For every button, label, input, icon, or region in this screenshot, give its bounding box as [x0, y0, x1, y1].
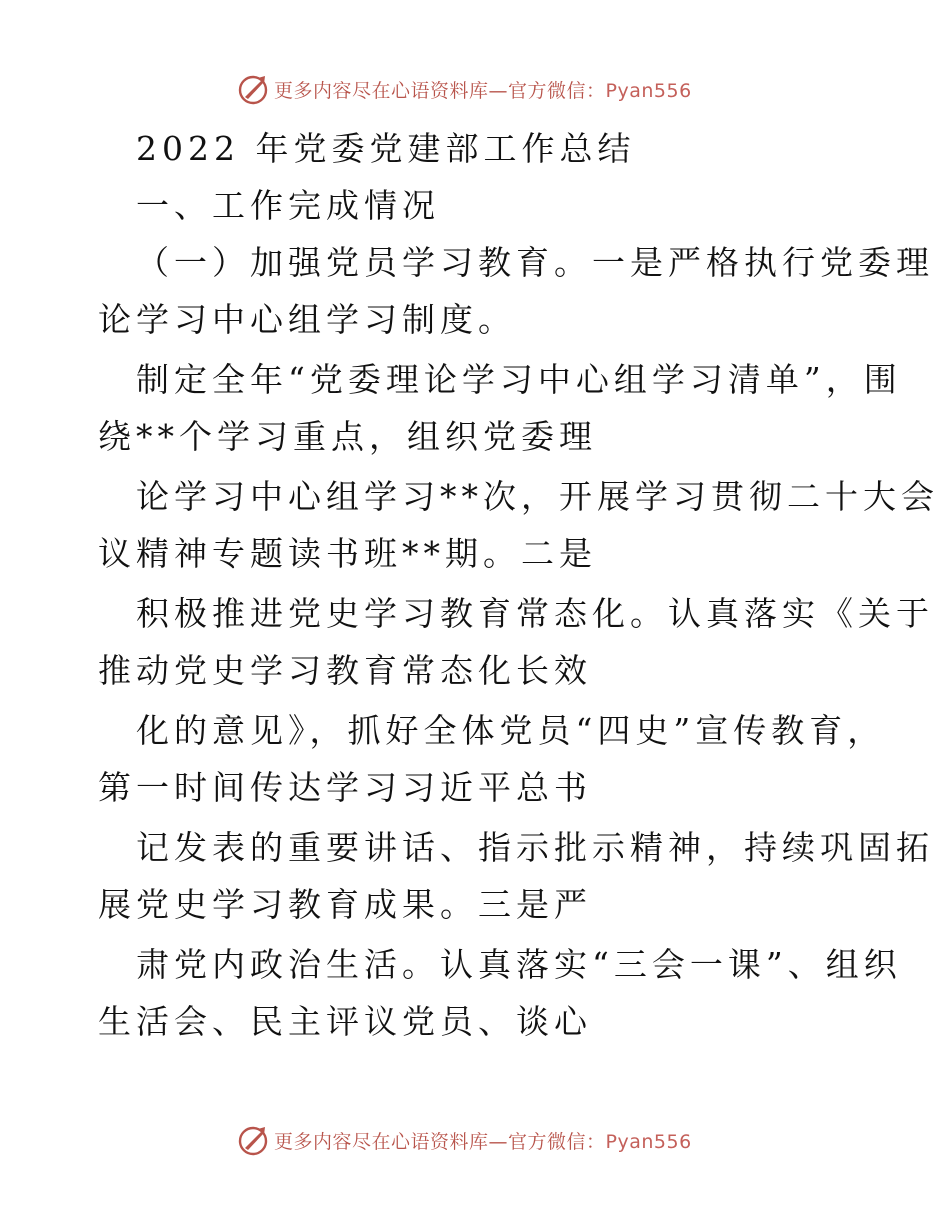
quill-logo-icon: [236, 72, 270, 106]
document-title: 2022 年党委党建部工作总结: [136, 129, 636, 168]
watermark-text: [274, 1127, 692, 1154]
quill-logo-icon: [236, 1123, 270, 1157]
watermark-label: 更多内容尽在心语资料库—官方微信：: [274, 1130, 606, 1153]
paragraph-line: （一）加强党员学习教育。一是严格执行党委理: [136, 243, 934, 282]
paragraph-line: 生活会、民主评议党员、谈心: [98, 1002, 592, 1041]
paragraph-line: 论学习中心组学习**次，开展学习贯彻二十大会: [136, 477, 939, 516]
header-watermark: [236, 72, 692, 106]
footer-watermark: [236, 1123, 692, 1157]
paragraph-line: 议精神专题读书班**期。二是: [98, 534, 597, 573]
watermark-label: 更多内容尽在心语资料库—官方微信：: [274, 79, 606, 102]
document-body: [98, 120, 939, 1050]
watermark-text: [274, 76, 692, 103]
paragraph-line: 绕**个学习重点，组织党委理: [98, 417, 597, 456]
paragraph-line: 记发表的重要讲话、指示批示精神，持续巩固拓: [136, 828, 934, 867]
paragraph-line: 肃党内政治生活。认真落实“三会一课”、组织: [136, 945, 902, 984]
paragraph-line: 论学习中心组学习制度。: [98, 300, 516, 339]
section-heading: 一、工作完成情况: [136, 186, 440, 225]
paragraph-line: 展党史学习教育成果。三是严: [98, 885, 592, 924]
paragraph-line: 积极推进党史学习教育常态化。认真落实《关于: [136, 594, 934, 633]
paragraph-line: 第一时间传达学习习近平总书: [98, 768, 592, 807]
watermark-id: Pyan556: [605, 79, 692, 102]
paragraph-line: 制定全年“党委理论学习中心组学习清单”，围: [136, 360, 902, 399]
paragraph-line: 化的意见》，抓好全体党员“四史”宣传教育，: [136, 711, 886, 750]
paragraph-line: 推动党史学习教育常态化长效: [98, 651, 592, 690]
watermark-id: Pyan556: [605, 1130, 692, 1153]
